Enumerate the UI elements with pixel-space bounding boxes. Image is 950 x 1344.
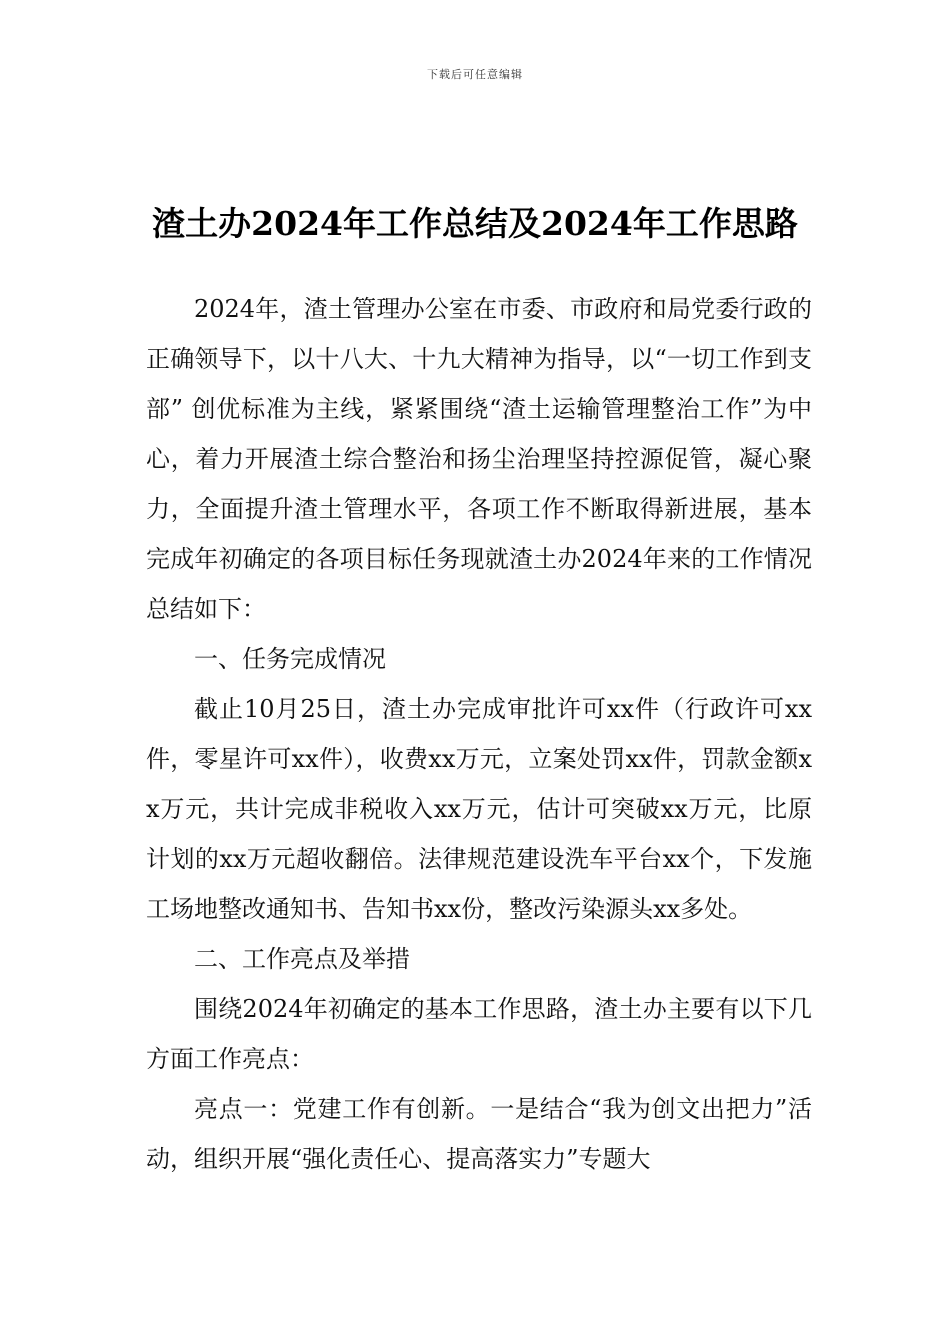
section-heading-1: 一、任务完成情况: [194, 645, 386, 673]
paragraph-task-completion: 截止10月25日，渣土办完成审批许可xx件（行政许可xx件，零星许可xx件），收费xx万元，立案处罚xx件，罚款金额xx万元，共计完成非税收入xx万元，估计可突破xx万元，比原计划的xx万元超收翻倍。法律规范建设洗车平台xx个，下发施工场地整改通知书、告知书xx份，整改污染源头xx多处。: [146, 695, 812, 923]
paragraph-highlight-one: 亮点一：党建工作有创新。一是结合“我为创文出把力”活动，组织开展“强化责任心、提高落实力”专题大: [146, 1095, 812, 1173]
header-note: 下载后可任意编辑: [427, 68, 523, 81]
document-body: [146, 284, 812, 1184]
paragraph-highlights-intro: 围绕2024年初确定的基本工作思路，渣土办主要有以下几方面工作亮点：: [146, 995, 812, 1073]
section-heading-2: 二、工作亮点及举措: [194, 945, 410, 973]
document-title: 渣土办2024年工作总结及2024年工作思路: [152, 204, 798, 244]
paragraph-intro: 2024年，渣土管理办公室在市委、市政府和局党委行政的正确领导下，以十八大、十九大精神为指导，以“一切工作到支部” 创优标准为主线，紧紧围绕“渣土运输管理整治工作”为中心，着力开展渣土综合整治和扬尘治理坚持控源促管，凝心聚力，全面提升渣土管理水平，各项工作不断取得新进展，基本完成年初确定的各项目标任务现就渣土办2024年来的工作情况总结如下：: [146, 295, 812, 623]
